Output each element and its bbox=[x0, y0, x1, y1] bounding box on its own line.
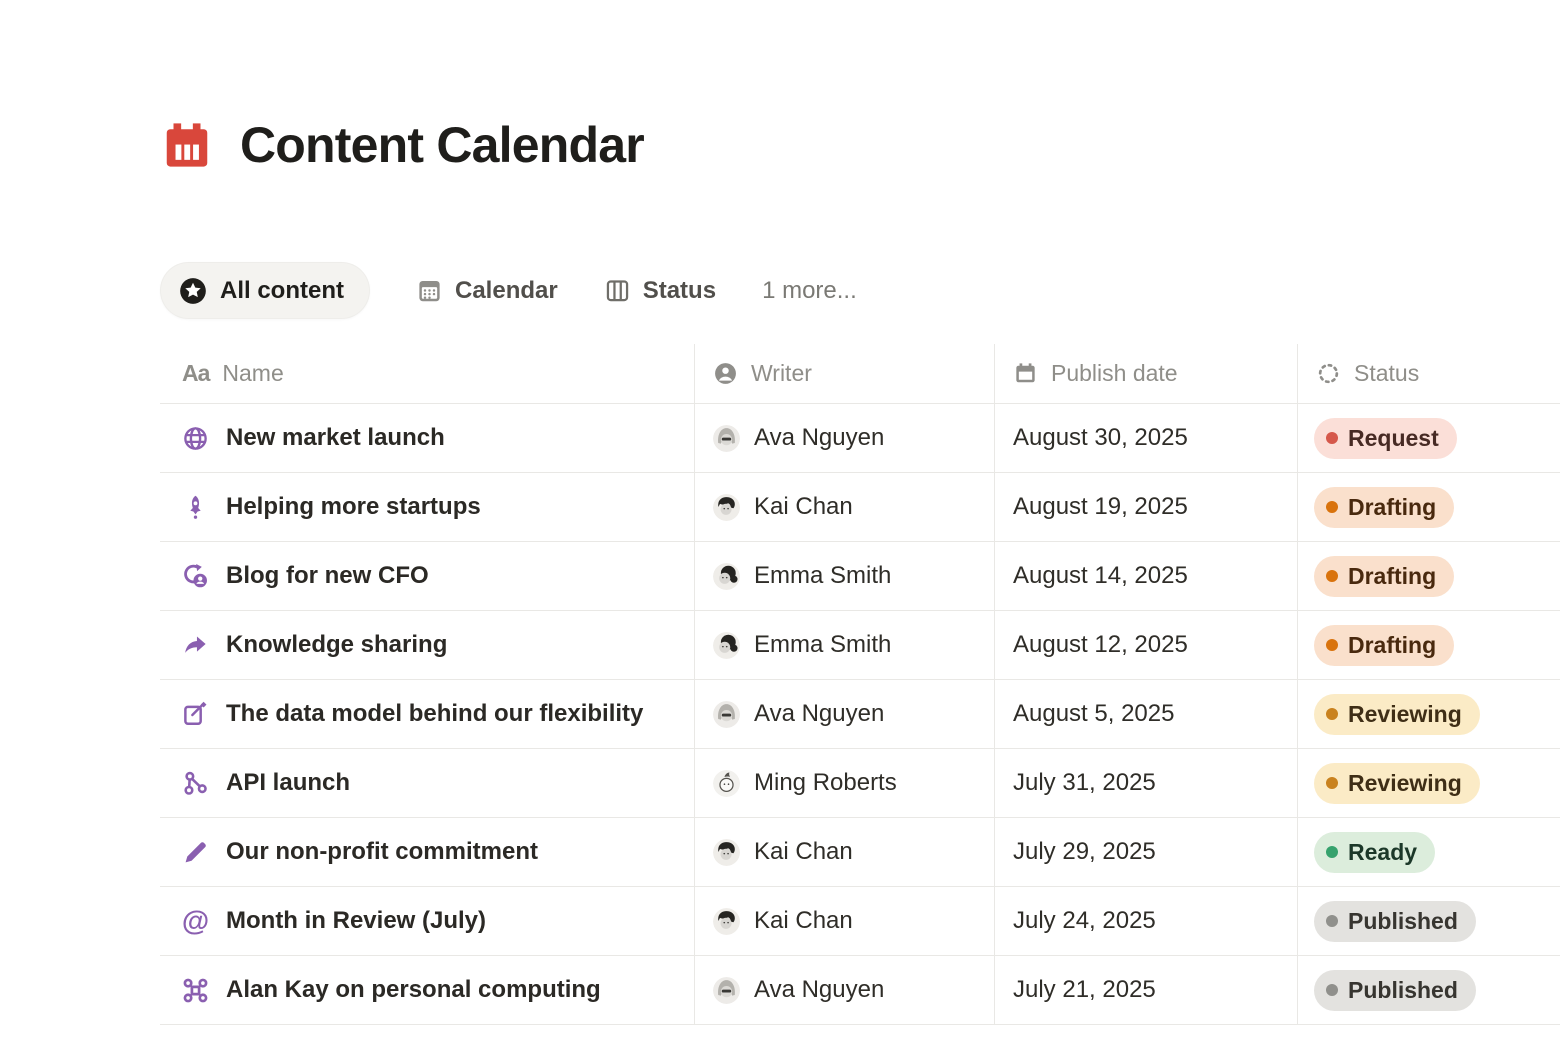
page-name: New market launch bbox=[226, 424, 445, 451]
at-icon: @ bbox=[181, 905, 210, 936]
cell-name[interactable] bbox=[160, 818, 695, 887]
page-name: Helping more startups bbox=[226, 493, 481, 520]
table-row bbox=[160, 680, 1560, 749]
status-dot-icon bbox=[1326, 777, 1338, 789]
cell-name[interactable] bbox=[160, 542, 695, 611]
graph-icon bbox=[182, 770, 209, 797]
user-sync-icon bbox=[182, 563, 209, 590]
page-header bbox=[160, 116, 1560, 174]
column-label: Name bbox=[222, 360, 284, 386]
tab-status[interactable] bbox=[604, 277, 716, 305]
view-tabs bbox=[160, 262, 1560, 319]
cell-publish-date[interactable] bbox=[995, 887, 1298, 956]
publish-date: August 12, 2025 bbox=[1013, 631, 1188, 658]
compose-icon bbox=[182, 701, 209, 728]
publish-date: August 30, 2025 bbox=[1013, 424, 1188, 451]
table-row bbox=[160, 404, 1560, 473]
status-label: Drafting bbox=[1348, 631, 1437, 658]
cell-status[interactable] bbox=[1298, 542, 1560, 611]
calendar-icon bbox=[1013, 361, 1038, 386]
tab-all-content[interactable] bbox=[160, 262, 370, 319]
cell-publish-date[interactable] bbox=[995, 956, 1298, 1025]
writer-avatar bbox=[713, 839, 740, 866]
cell-writer[interactable] bbox=[695, 680, 995, 749]
status-badge[interactable] bbox=[1314, 763, 1480, 804]
status-dot-icon bbox=[1326, 639, 1338, 651]
writer-avatar bbox=[713, 494, 740, 521]
column-label: Writer bbox=[751, 360, 812, 386]
calendar-icon bbox=[416, 277, 443, 304]
status-label: Ready bbox=[1348, 838, 1418, 865]
writer-name: Emma Smith bbox=[754, 631, 892, 658]
status-label: Request bbox=[1348, 424, 1439, 451]
writer-name: Kai Chan bbox=[754, 493, 853, 520]
cell-writer[interactable] bbox=[695, 818, 995, 887]
cell-status[interactable] bbox=[1298, 956, 1560, 1025]
status-label: Published bbox=[1348, 976, 1458, 1003]
writer-name: Ava Nguyen bbox=[754, 976, 885, 1003]
table-body bbox=[160, 404, 1560, 1025]
writer-avatar bbox=[713, 701, 740, 728]
writer-name: Ava Nguyen bbox=[754, 700, 885, 727]
table-header-row bbox=[160, 344, 1560, 404]
status-dot-icon bbox=[1326, 846, 1338, 858]
share-icon bbox=[182, 632, 209, 659]
cell-writer[interactable] bbox=[695, 611, 995, 680]
publish-date: July 29, 2025 bbox=[1013, 838, 1156, 865]
status-badge[interactable] bbox=[1314, 970, 1476, 1011]
table-row bbox=[160, 818, 1560, 887]
cell-status[interactable] bbox=[1298, 818, 1560, 887]
status-badge[interactable] bbox=[1314, 832, 1435, 873]
cell-name[interactable] bbox=[160, 749, 695, 818]
cell-status[interactable] bbox=[1298, 887, 1560, 956]
status-badge[interactable] bbox=[1314, 487, 1454, 528]
status-badge[interactable] bbox=[1314, 694, 1480, 735]
cell-publish-date[interactable] bbox=[995, 818, 1298, 887]
status-dot-icon bbox=[1326, 915, 1338, 927]
cell-publish-date[interactable] bbox=[995, 404, 1298, 473]
globe-icon bbox=[182, 425, 209, 452]
publish-date: July 24, 2025 bbox=[1013, 907, 1156, 934]
cell-publish-date[interactable] bbox=[995, 611, 1298, 680]
cell-writer[interactable] bbox=[695, 404, 995, 473]
writer-name: Ming Roberts bbox=[754, 769, 897, 796]
publish-date: July 31, 2025 bbox=[1013, 769, 1156, 796]
status-dot-icon bbox=[1326, 984, 1338, 996]
tab-more[interactable]: 1 more... bbox=[762, 276, 857, 304]
board-icon bbox=[604, 277, 631, 304]
writer-avatar bbox=[713, 632, 740, 659]
publish-date: August 5, 2025 bbox=[1013, 700, 1175, 727]
status-badge[interactable] bbox=[1314, 625, 1454, 666]
content-calendar-page bbox=[0, 116, 1560, 1025]
cell-writer[interactable] bbox=[695, 887, 995, 956]
writer-name: Ava Nguyen bbox=[754, 424, 885, 451]
publish-date: August 14, 2025 bbox=[1013, 562, 1188, 589]
writer-avatar bbox=[713, 425, 740, 452]
writer-name: Kai Chan bbox=[754, 907, 853, 934]
cell-name[interactable] bbox=[160, 611, 695, 680]
cell-publish-date[interactable] bbox=[995, 542, 1298, 611]
table-row bbox=[160, 611, 1560, 680]
table-row bbox=[160, 956, 1560, 1025]
page-name: Our non-profit commitment bbox=[226, 838, 538, 865]
cell-status[interactable] bbox=[1298, 404, 1560, 473]
cell-name[interactable] bbox=[160, 956, 695, 1025]
status-dot-icon bbox=[1326, 501, 1338, 513]
page-name: The data model behind our flexibility bbox=[226, 700, 644, 727]
status-label: Reviewing bbox=[1348, 700, 1462, 727]
content-table bbox=[160, 344, 1560, 1025]
person-icon bbox=[713, 361, 738, 386]
writer-avatar bbox=[713, 563, 740, 590]
status-badge[interactable] bbox=[1314, 556, 1454, 597]
tab-label: Calendar bbox=[455, 276, 558, 304]
text-aa-icon: Aa bbox=[182, 360, 210, 386]
red-calendar-icon[interactable] bbox=[160, 118, 214, 172]
column-header-status[interactable] bbox=[1298, 344, 1560, 404]
tab-calendar[interactable] bbox=[416, 277, 558, 305]
column-label: Status bbox=[1354, 360, 1420, 386]
table-row bbox=[160, 887, 1560, 956]
cell-name[interactable] bbox=[160, 404, 695, 473]
column-label: Publish date bbox=[1051, 360, 1178, 386]
page-name: Knowledge sharing bbox=[226, 631, 448, 658]
page-name: Alan Kay on personal computing bbox=[226, 976, 601, 1003]
status-label: Published bbox=[1348, 907, 1458, 934]
status-label: Reviewing bbox=[1348, 769, 1462, 796]
column-header-publish-date[interactable] bbox=[995, 344, 1298, 404]
status-dot-icon bbox=[1326, 570, 1338, 582]
page-title: Content Calendar bbox=[240, 117, 644, 173]
cell-name[interactable] bbox=[160, 473, 695, 542]
command-icon bbox=[182, 977, 209, 1004]
spinner-icon bbox=[1316, 361, 1341, 386]
column-header-name[interactable] bbox=[160, 344, 695, 404]
cell-name[interactable] bbox=[160, 887, 695, 956]
page-name: Blog for new CFO bbox=[226, 562, 429, 589]
cell-status[interactable] bbox=[1298, 473, 1560, 542]
tab-label: All content bbox=[220, 276, 344, 304]
page-name: API launch bbox=[226, 769, 351, 796]
status-label: Drafting bbox=[1348, 493, 1437, 520]
cell-publish-date[interactable] bbox=[995, 749, 1298, 818]
writer-avatar bbox=[713, 977, 740, 1004]
cell-publish-date[interactable] bbox=[995, 680, 1298, 749]
cell-writer[interactable] bbox=[695, 542, 995, 611]
star-circle-icon bbox=[179, 277, 207, 305]
table-row bbox=[160, 473, 1560, 542]
writer-avatar bbox=[713, 770, 740, 797]
tab-label: Status bbox=[642, 276, 717, 304]
cell-status[interactable] bbox=[1298, 680, 1560, 749]
writer-name: Kai Chan bbox=[754, 838, 853, 865]
cell-writer[interactable] bbox=[695, 473, 995, 542]
cell-status[interactable] bbox=[1298, 611, 1560, 680]
column-header-writer[interactable] bbox=[695, 344, 995, 404]
rocket-icon bbox=[182, 494, 209, 521]
cell-writer[interactable] bbox=[695, 749, 995, 818]
status-dot-icon bbox=[1326, 708, 1338, 720]
writer-name: Emma Smith bbox=[754, 562, 892, 589]
cell-name[interactable] bbox=[160, 680, 695, 749]
page-name: Month in Review (July) bbox=[226, 907, 487, 934]
status-badge[interactable] bbox=[1314, 418, 1457, 459]
status-label: Drafting bbox=[1348, 562, 1437, 589]
cell-publish-date[interactable] bbox=[995, 473, 1298, 542]
writer-avatar bbox=[713, 908, 740, 935]
table-row bbox=[160, 749, 1560, 818]
status-badge[interactable] bbox=[1314, 901, 1476, 942]
publish-date: July 21, 2025 bbox=[1013, 976, 1156, 1003]
cell-writer[interactable] bbox=[695, 956, 995, 1025]
status-dot-icon bbox=[1326, 432, 1338, 444]
publish-date: August 19, 2025 bbox=[1013, 493, 1188, 520]
pen-icon bbox=[182, 839, 209, 866]
cell-status[interactable] bbox=[1298, 749, 1560, 818]
table-row bbox=[160, 542, 1560, 611]
